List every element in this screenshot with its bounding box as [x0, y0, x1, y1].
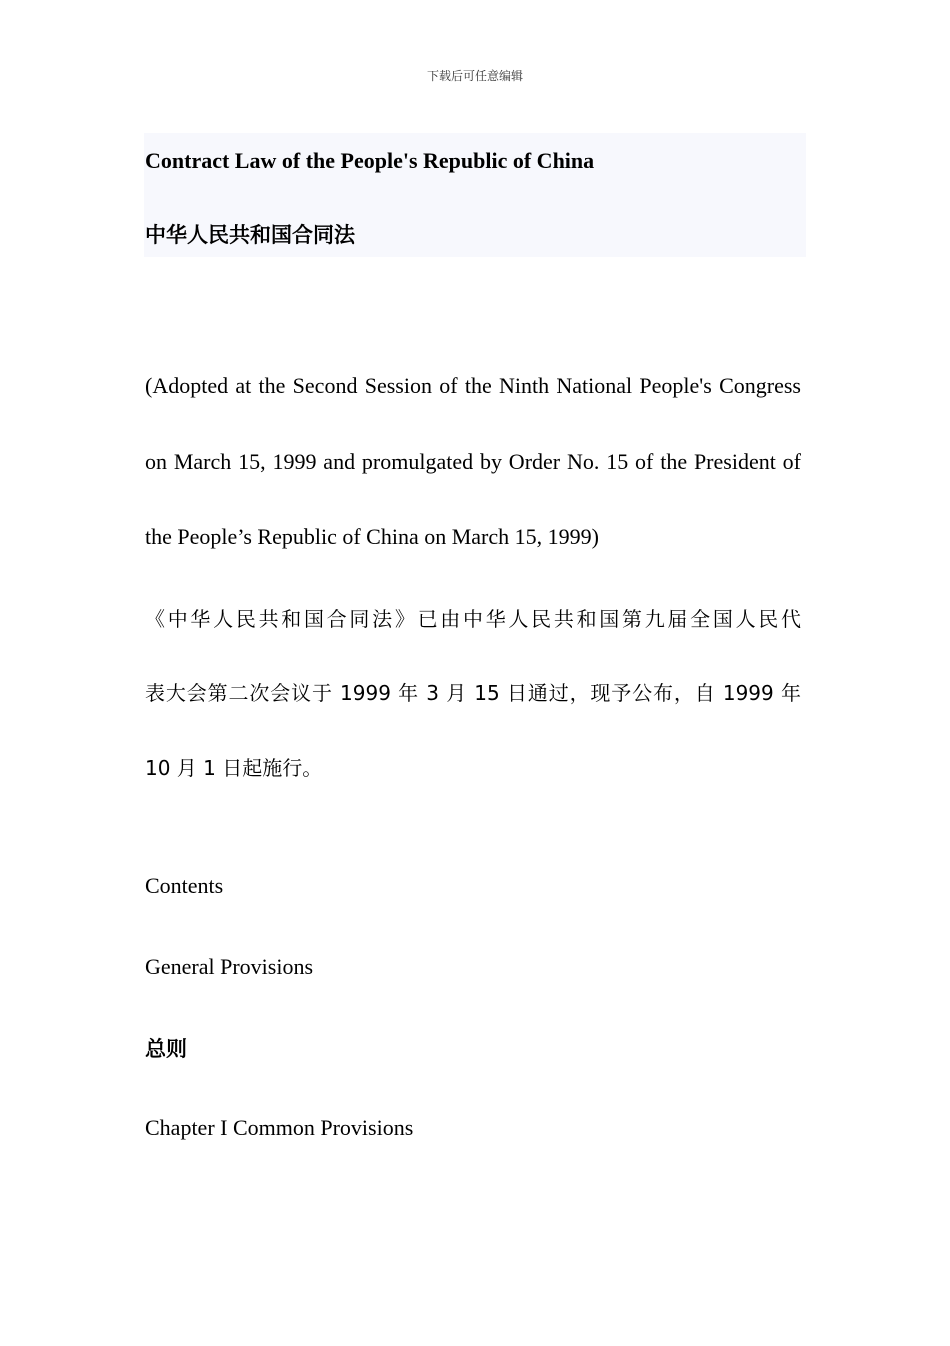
page-header-note: 下载后可任意编辑 — [426, 69, 523, 83]
toc-contents-heading: Contents — [145, 873, 224, 898]
adoption-zh-line-3: 10 月 1 日起施行。 — [145, 756, 323, 780]
adoption-zh-line-2: 表大会第二次会议于 1999 年 3 月 15 日通过，现予公布，自 1999 年 — [145, 681, 801, 705]
title-english: Contract Law of the People's Republic of China — [145, 148, 595, 173]
toc-general-provisions-zh: 总则 — [145, 1037, 187, 1061]
adoption-en-line-3: the People’s Republic of China on March 15, 1999) — [145, 524, 599, 549]
adoption-en-line-1: (Adopted at the Second Session of the Ninth National People's Congress — [145, 373, 801, 398]
toc-general-provisions: General Provisions — [145, 954, 314, 979]
adoption-zh-line-1: 《中华人民共和国合同法》已由中华人民共和国第九届全国人民代 — [145, 607, 801, 631]
toc-chapter-1: Chapter I Common Provisions — [145, 1115, 414, 1140]
adoption-en-line-2: on March 15, 1999 and promulgated by Order No. 15 of the President of — [145, 449, 801, 474]
title-block — [144, 133, 806, 257]
title-chinese: 中华人民共和国合同法 — [145, 223, 355, 247]
